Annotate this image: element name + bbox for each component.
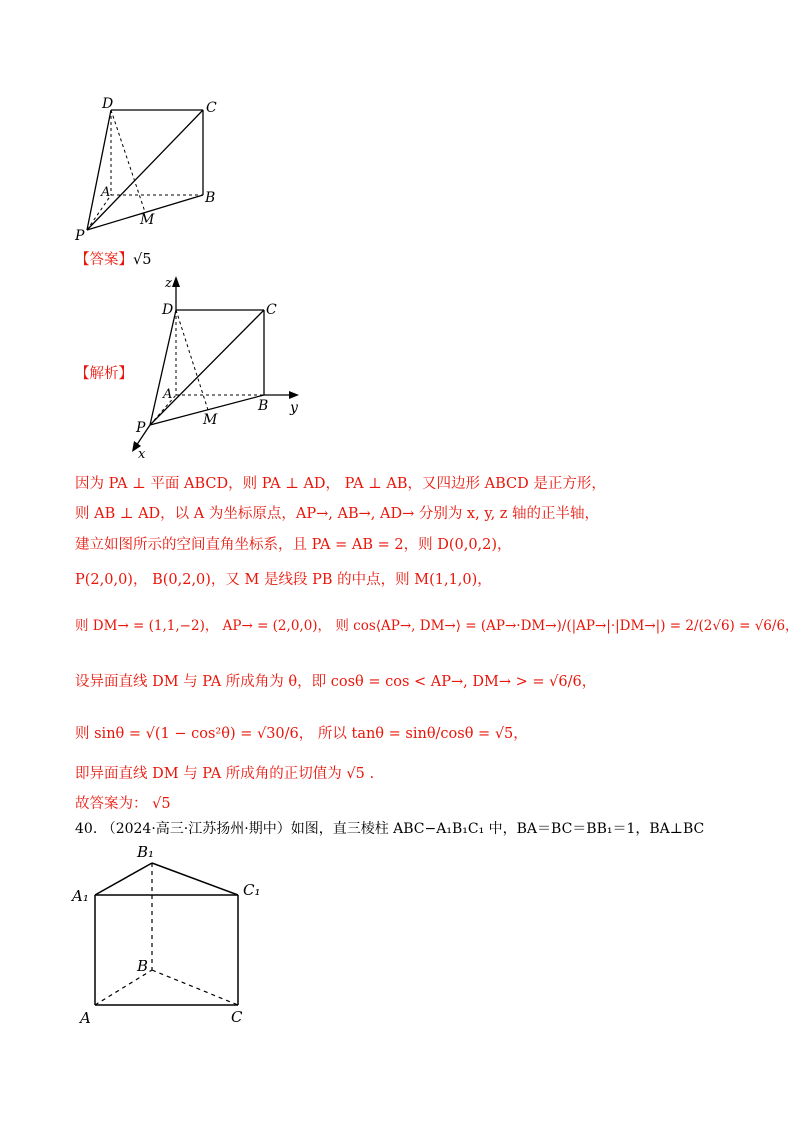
fig3-label-B: B (137, 957, 149, 975)
fig3-label-C1: C₁ (243, 881, 261, 899)
fig2-label-C: C (266, 302, 277, 318)
fig2-label-B: B (258, 398, 269, 414)
figure-pyramid-coordinate (125, 270, 315, 460)
fig3-label-A1: A₁ (72, 887, 89, 905)
solution-line-7: 则 sinθ = √(1 − cos²θ) = √30/6， 所以 tanθ = sinθ/cosθ = √5， (75, 726, 528, 742)
fig1-label-M: M (140, 212, 155, 228)
fig2-label-P: P (136, 420, 146, 436)
figure-pyramid-1 (75, 95, 235, 245)
analysis-bracket: 【解析】 (75, 366, 133, 382)
fig1-label-P: P (75, 228, 85, 244)
fig2-label-A: A (163, 387, 173, 402)
problem-40-statement: 40. （2024·高三·江苏扬州·期中）如图，直三棱柱 ABC−A₁B₁C₁ 中，BA＝BC＝BB₁＝1，BA⊥BC (75, 821, 705, 837)
solution-line-1: 因为 PA ⊥ 平面 ABCD，则 PA ⊥ AD， PA ⊥ AB，又四边形 ABCD 是正方形， (75, 476, 606, 492)
answer-line (75, 248, 151, 269)
solution-line-4: P(2,0,0)， B(0,2,0)，又 M 是线段 PB 的中点，则 M(1,1,0)， (75, 572, 492, 588)
fig3-label-A: A (80, 1009, 91, 1027)
fig1-label-C: C (206, 100, 217, 116)
fig2-axis-x: x (138, 447, 146, 460)
solution-line-5: 则 DM→ = (1,1,−2)， AP→ = (2,0,0)， 则 cos⟨AP→, DM→⟩ = (AP→·DM→)/(|AP→|·|DM→|) = 2/(2√6) = √6/6， (75, 618, 799, 634)
solution-line-2: 则 AB ⊥ AD，以 A 为坐标原点，AP→, AB→, AD→ 分别为 x, y, z 轴的正半轴， (75, 506, 600, 522)
fig2-label-D: D (162, 302, 174, 318)
fig1-label-D: D (102, 96, 114, 112)
fig2-axis-z: z (165, 276, 172, 291)
fig2-label-M: M (203, 412, 218, 428)
answer-bracket: 【答案】 (75, 252, 133, 268)
fig2-axis-y: y (290, 400, 298, 416)
fig3-label-B1: B₁ (137, 843, 155, 861)
solution-line-9: 故答案为： √5 (75, 796, 171, 812)
solution-line-3: 建立如图所示的空间直角坐标系，且 PA = AB = 2，则 D(0,0,2)， (75, 537, 512, 553)
solution-line-6: 设异面直线 DM 与 PA 所成角为 θ，即 cosθ = cos < AP→, DM→ > = √6/6， (75, 674, 597, 690)
answer-value: √5 (133, 252, 152, 268)
figure-triangular-prism (68, 838, 278, 1033)
fig3-label-C: C (231, 1008, 243, 1026)
fig1-label-A: A (101, 185, 111, 200)
solution-line-8: 即异面直线 DM 与 PA 所成角的正切值为 √5 . (75, 766, 375, 782)
fig1-label-B: B (205, 190, 216, 206)
